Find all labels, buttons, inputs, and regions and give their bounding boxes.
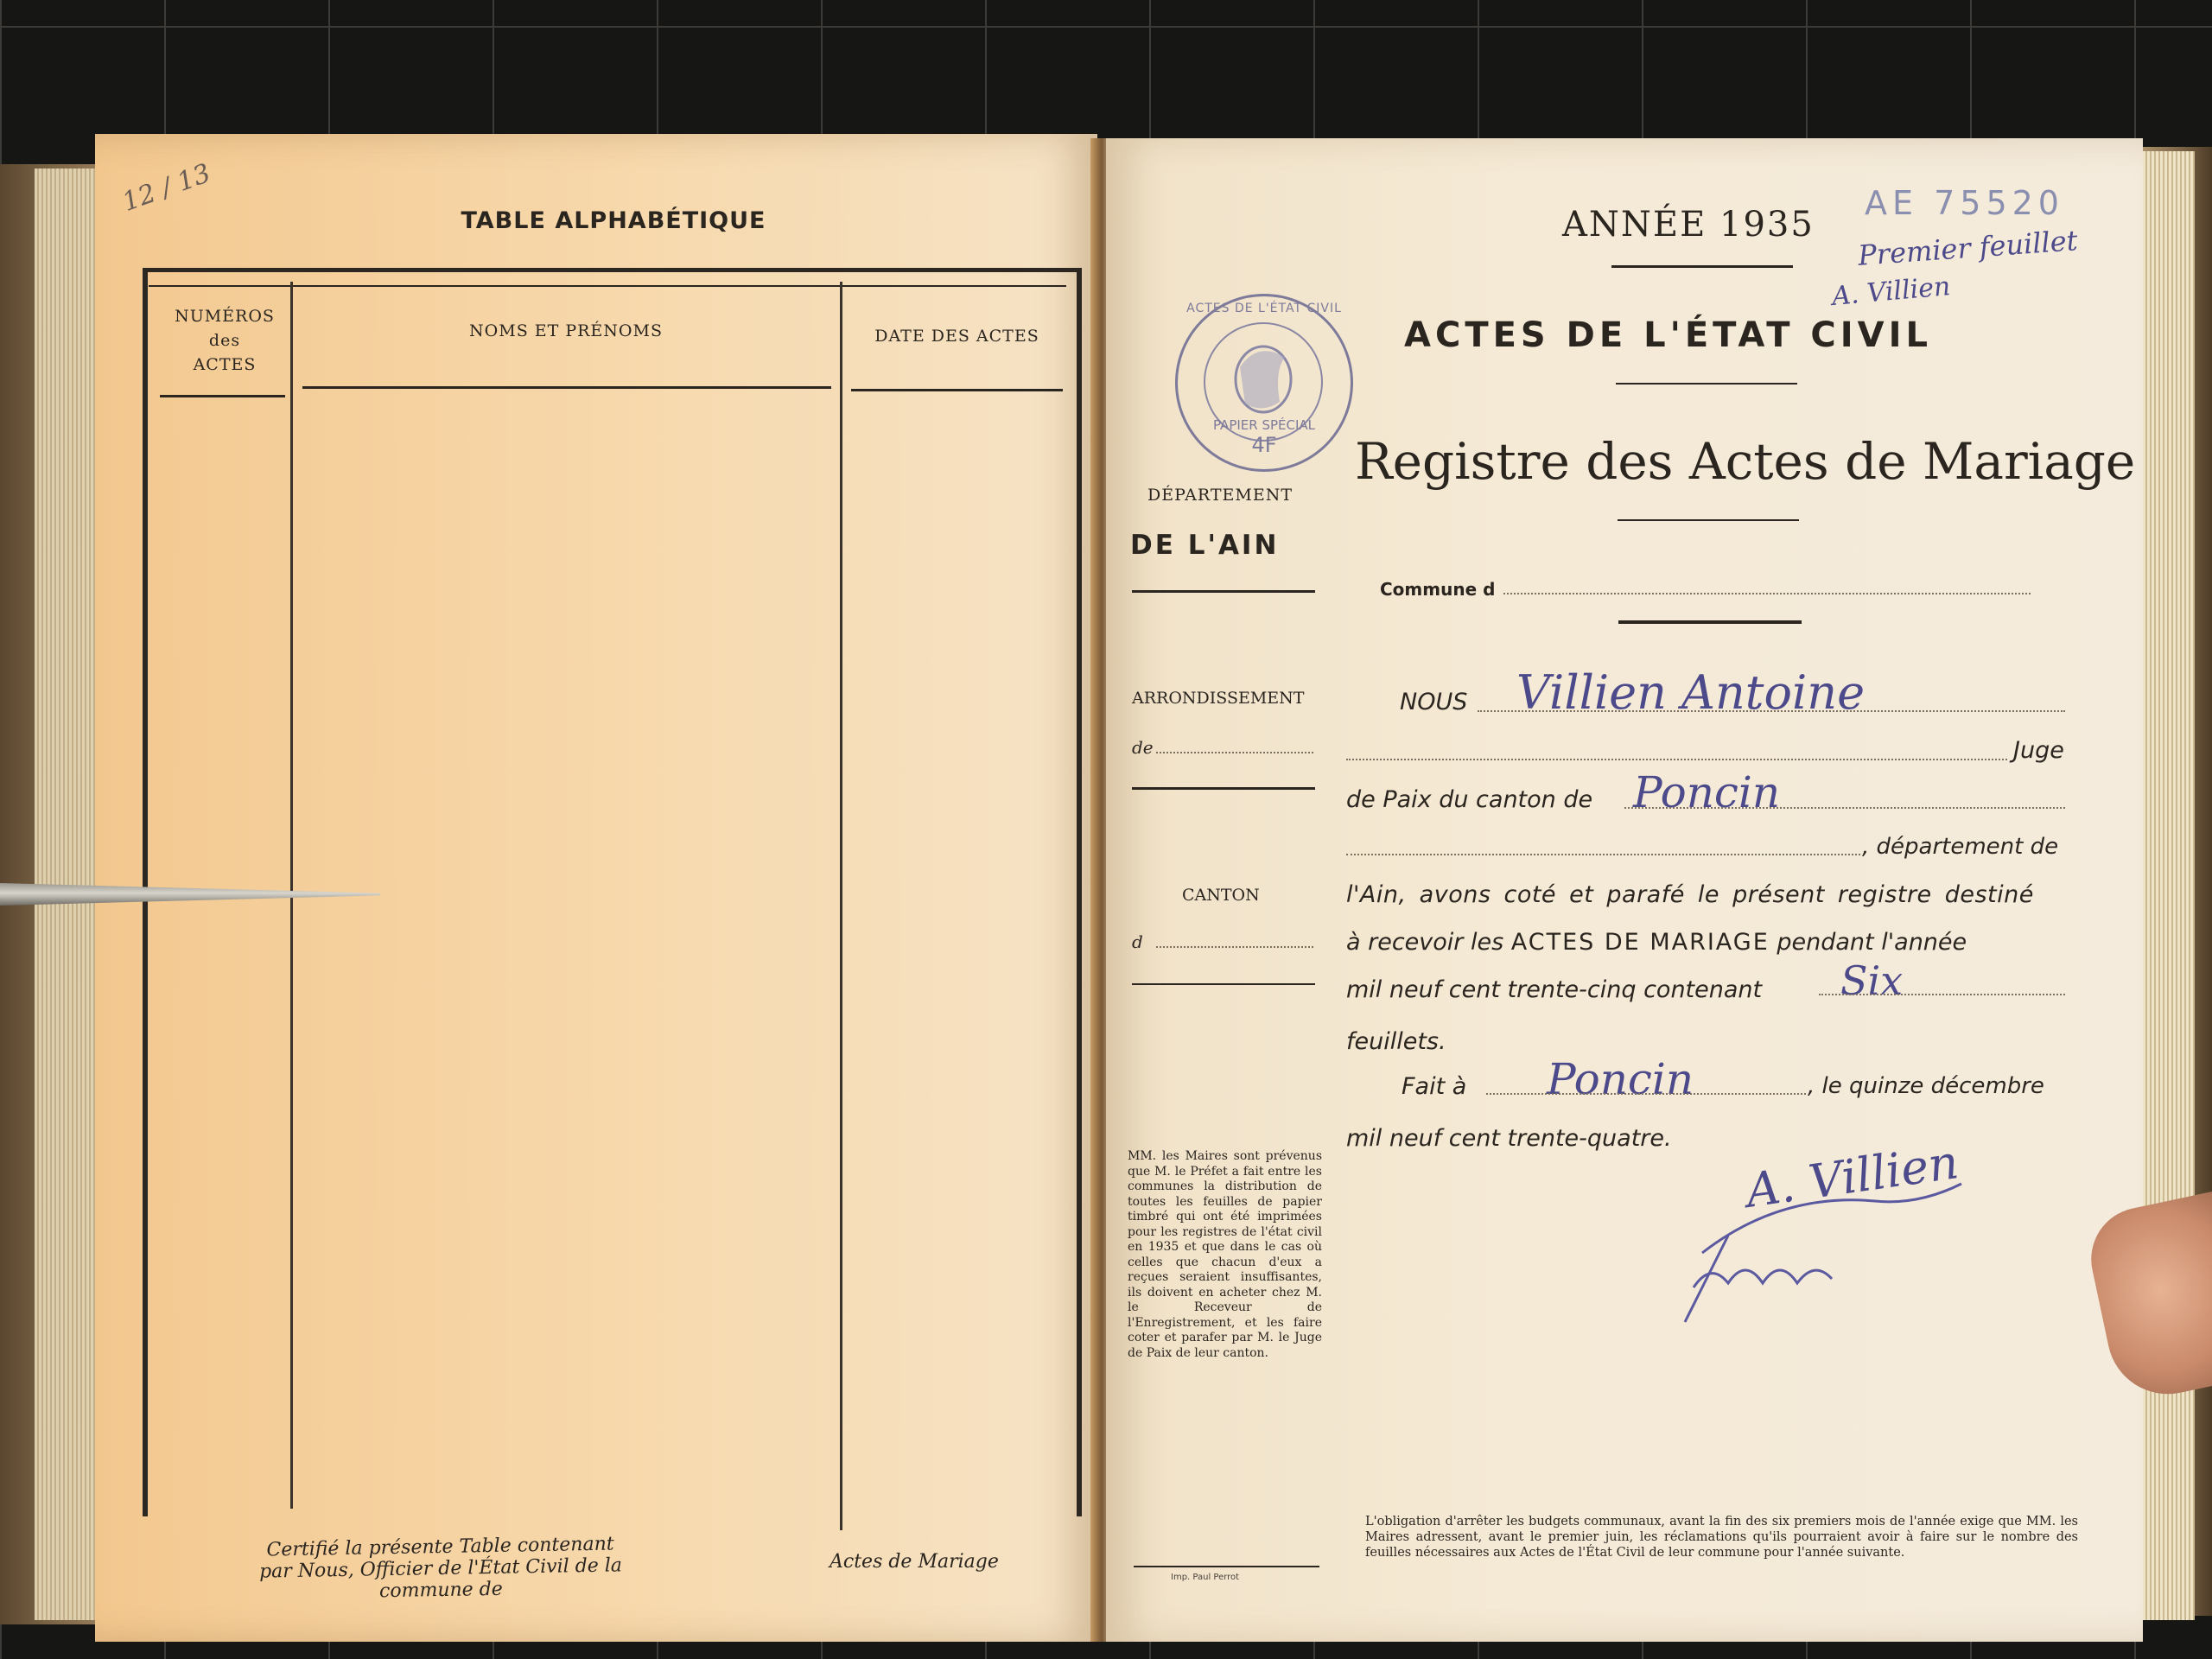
- recevoir-prefix: à recevoir les: [1346, 929, 1504, 956]
- arrondissement-blank: [1156, 752, 1313, 753]
- nous-name-handwritten: Villien Antoine: [1516, 665, 1866, 720]
- recevoir-line: [1346, 929, 1967, 956]
- sidebar-notice: MM. les Maires sont prévenus que M. le Préfet a fait entre les communes la distribution de toutes les feuilles de papier timbré qui ont été imprimées pour les registres de l'état civil en 1935 et que dans le cas où celles que chacun d'eux a reçues seraient insuffisantes, ils doivent en acheter chez M. le Receveur de l'Enregistrement, et les faire coter et parafer par M. le Juge de Paix de leur canton.: [1128, 1149, 1322, 1360]
- nous-blank: [1478, 710, 2065, 712]
- date-text: , le quinze décembre: [1808, 1073, 2044, 1099]
- main-title: ACTES DE L'ÉTAT CIVIL: [1404, 315, 1932, 355]
- table-title: TABLE ALPHABÉTIQUE: [461, 207, 766, 234]
- main-title-rule: [1616, 383, 1797, 385]
- official-stamp: [1175, 294, 1353, 472]
- column-numeros-header: [156, 304, 294, 377]
- feuillets-text: feuillets.: [1346, 1028, 1446, 1055]
- juge-label: Juge: [2013, 737, 2064, 764]
- departement-blank: [1346, 854, 1860, 855]
- feuillets-blank: [1819, 994, 2065, 995]
- stamp-papier-special: PAPIER SPÉCIAL: [1212, 417, 1316, 433]
- left-footer-line2: par Nous, Officier de l'État Civil de la commune de: [258, 1554, 623, 1603]
- annotation-premier-feuillet: Premier feuillet: [1856, 224, 2079, 272]
- printer-credit: Imp. Paul Perrot: [1171, 1573, 1240, 1582]
- ain-line: l'Ain, avons coté et parafé le présent registre destiné: [1346, 881, 2034, 908]
- arrondissement-de: de: [1132, 737, 1154, 758]
- canton-d: d: [1132, 931, 1143, 952]
- table-top-inner-rule: [149, 285, 1066, 287]
- column-noms-header: NOMS ET PRÉNOMS: [469, 321, 663, 340]
- juge-blank: [1346, 759, 2007, 760]
- feuillets-count-handwritten: Six: [1840, 957, 1904, 1004]
- stamp-value: 4F: [1251, 433, 1277, 457]
- corner-note: 12 / 13: [118, 158, 215, 218]
- canton-blank: [1156, 946, 1313, 948]
- subtitle-rule: [1618, 519, 1799, 521]
- departement-label: DÉPARTEMENT: [1147, 486, 1294, 505]
- left-footer-actes: Actes de Mariage: [830, 1551, 999, 1573]
- page-edges-right: [2134, 151, 2195, 1620]
- commune-blank: [1503, 593, 2031, 594]
- fait-place-handwritten: Poncin: [1547, 1054, 1694, 1104]
- recevoir-caps: ACTES DE MARIAGE: [1510, 929, 1770, 956]
- left-footer-line1: Certifié la présente Table contenant: [266, 1533, 614, 1561]
- departement-de-text: , département de: [1862, 834, 2059, 860]
- official-signature: A. Villien: [1742, 1135, 1962, 1218]
- commune-rule: [1618, 620, 1802, 624]
- annotation-signature: A. Villien: [1830, 271, 1952, 312]
- year-underline: [1611, 265, 1793, 268]
- canton-name-handwritten: Poncin: [1633, 767, 1781, 817]
- column-numeros-line3: ACTES: [193, 355, 257, 374]
- column-date-header: DATE DES ACTES: [874, 327, 1039, 346]
- nous-label: NOUS: [1400, 689, 1468, 715]
- fait-place-blank: [1486, 1093, 1806, 1095]
- column-numeros-line1: NUMÉROS: [175, 307, 275, 326]
- commune-label: Commune d: [1380, 579, 1496, 600]
- serial-number-stamp: AE 75520: [1865, 184, 2064, 222]
- table-head-rule-2: [302, 386, 831, 389]
- canton-label: CANTON: [1182, 886, 1260, 905]
- departement-rule: [1132, 590, 1315, 593]
- footer-notice: L'obligation d'arrêter les budgets communaux, avant la fin des six premiers mois de l'année exige que MM. les Maires adressent, avant le premier juin, les réclamations qu'ils pourraient avoir à faire sur le nombre des feuilles nécessaires aux Actes de l'État Civil de leur commune pour l'année suivante.: [1365, 1515, 2078, 1560]
- year-title: ANNÉE 1935: [1562, 205, 1815, 245]
- mil-line: mil neuf cent trente-cinq contenant: [1346, 976, 1763, 1003]
- table-head-rule-3: [851, 389, 1063, 391]
- canton-rule: [1132, 983, 1315, 985]
- arrondissement-rule: [1132, 787, 1315, 790]
- fait-a-text: Fait à: [1402, 1073, 1467, 1100]
- signature-flourish: [1676, 1158, 1970, 1331]
- left-footer-certification: [215, 1532, 665, 1605]
- year-words: mil neuf cent trente-quatre.: [1346, 1125, 1672, 1152]
- arrondissement-label: ARRONDISSEMENT: [1132, 689, 1305, 708]
- paix-text: de Paix du canton de: [1346, 786, 1593, 813]
- register-subtitle: Registre des Actes de Mariage: [1355, 432, 2136, 491]
- canton-name-blank: [1624, 807, 2065, 809]
- departement-value: DE L'AIN: [1130, 530, 1280, 561]
- column-numeros-line2: des: [208, 331, 241, 350]
- table-col-divider-2: [840, 282, 842, 1530]
- table-head-rule-1: [160, 395, 285, 397]
- recevoir-suffix: pendant l'année: [1777, 929, 1967, 956]
- stamp-ring-text: ACTES DE L'ÉTAT CIVIL: [1186, 302, 1342, 315]
- printer-rule: [1134, 1566, 1319, 1567]
